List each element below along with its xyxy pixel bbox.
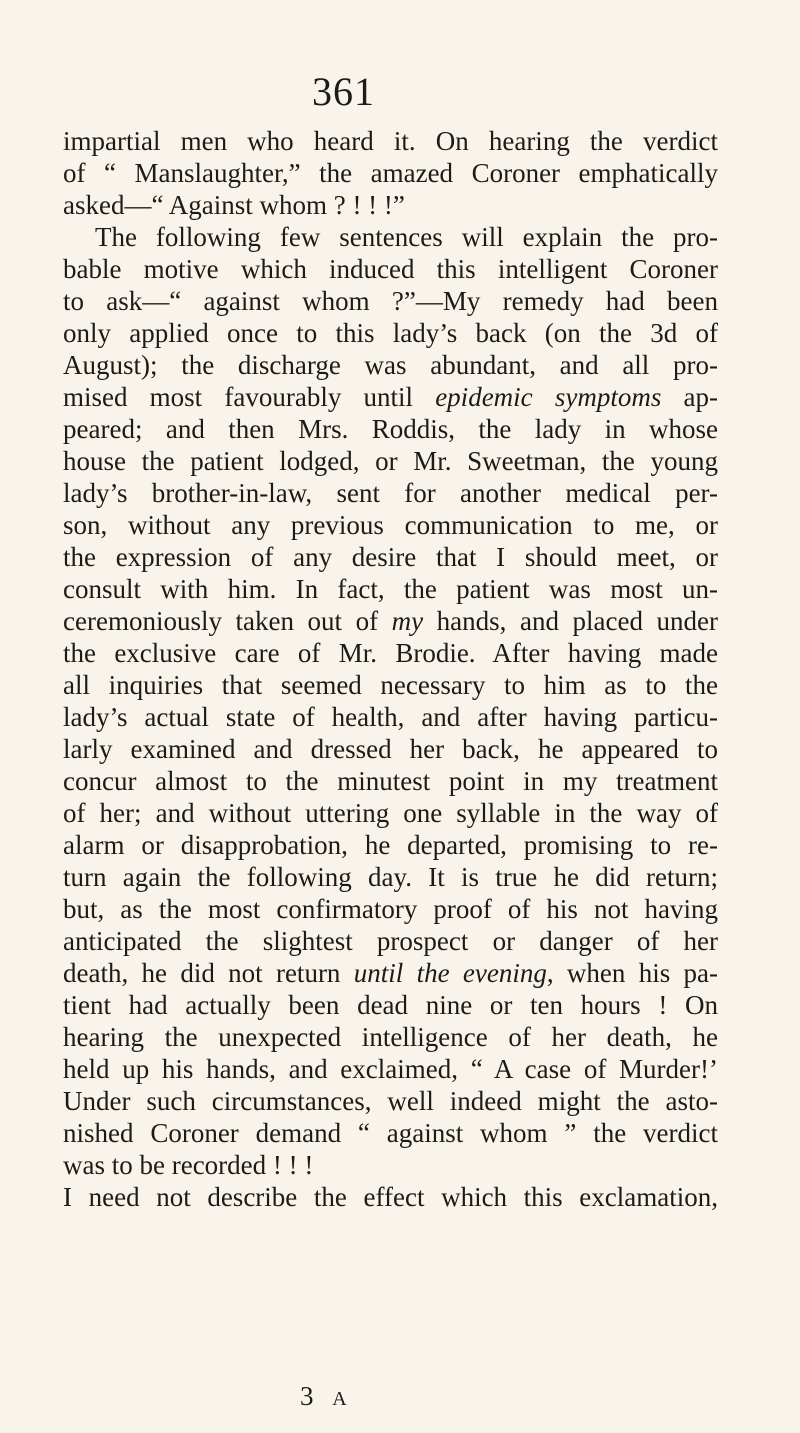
text-line: nished Coroner demand “ against whom ” the verdict [63, 1118, 718, 1148]
text-line: only applied once to this lady’s back (on the 3d of [63, 318, 718, 348]
text-line: of her; and without uttering one syllable in the way of [63, 798, 718, 828]
text-line: house the patient lodged, or Mr. Sweetman, the young [63, 446, 718, 476]
text-line: asked—“ Against whom ? ! ! !” [63, 190, 405, 220]
text-line: lady’s actual state of health, and after having particu- [63, 702, 718, 732]
text-line: impartial men who heard it. On hearing the verdict [63, 126, 718, 156]
text-line: anticipated the slightest prospect or danger of her [63, 926, 718, 956]
text-line: turn again the following day. It is true he did return; [63, 862, 718, 892]
text-line: consult with him. In fact, the patient was most un- [63, 574, 718, 604]
text-line: August); the discharge was abundant, and all pro- [63, 350, 718, 380]
text-line: concur almost to the minutest point in my treatment [63, 766, 718, 796]
body-text [63, 125, 718, 1213]
text-line: tient had actually been dead nine or ten hours ! On [63, 990, 718, 1020]
text-line: the exclusive care of Mr. Brodie. After having made [63, 638, 718, 668]
signature-number: 3 [300, 1381, 320, 1411]
signature-letter: A [332, 1388, 353, 1410]
page-number: 361 [312, 69, 375, 114]
text-line: I need not describe the effect which this exclamation, [63, 1182, 718, 1212]
text-line: mised most favourably until epidemic symptoms ap- [63, 382, 718, 412]
text-line: larly examined and dressed her back, he appeared to [63, 734, 718, 764]
text-line: but, as the most confirmatory proof of his not having [63, 894, 718, 924]
text-line: hearing the unexpected intelligence of her death, he [63, 1022, 718, 1052]
text-line: Under such circumstances, well indeed might the asto- [63, 1086, 718, 1116]
text-line: the expression of any desire that I should meet, or [63, 542, 718, 572]
text-line: alarm or disapprobation, he departed, promising to re- [63, 830, 718, 860]
text-line: bable motive which induced this intelligent Coroner [63, 254, 718, 284]
text-line: death, he did not return until the evening, when his pa- [63, 958, 718, 988]
text-line: The following few sentences will explain the pro- [95, 222, 718, 252]
text-line: held up his hands, and exclaimed, “ A case of Murder!’ [63, 1054, 718, 1084]
text-line: lady’s brother-in-law, sent for another medical per- [63, 478, 718, 508]
text-line: was to be recorded ! ! ! [63, 1150, 314, 1180]
text-line: to ask—“ against whom ?”—My remedy had been [63, 286, 718, 316]
text-line: all inquiries that seemed necessary to him as to the [63, 670, 718, 700]
text-line: of “ Manslaughter,” the amazed Coroner emphatically [63, 158, 718, 188]
text-line: son, without any previous communication to me, or [63, 510, 718, 540]
text-line: ceremoniously taken out of my hands, and placed under [63, 606, 718, 636]
text-line: peared; and then Mrs. Roddis, the lady in whose [63, 414, 718, 444]
signature-mark [300, 1380, 353, 1415]
